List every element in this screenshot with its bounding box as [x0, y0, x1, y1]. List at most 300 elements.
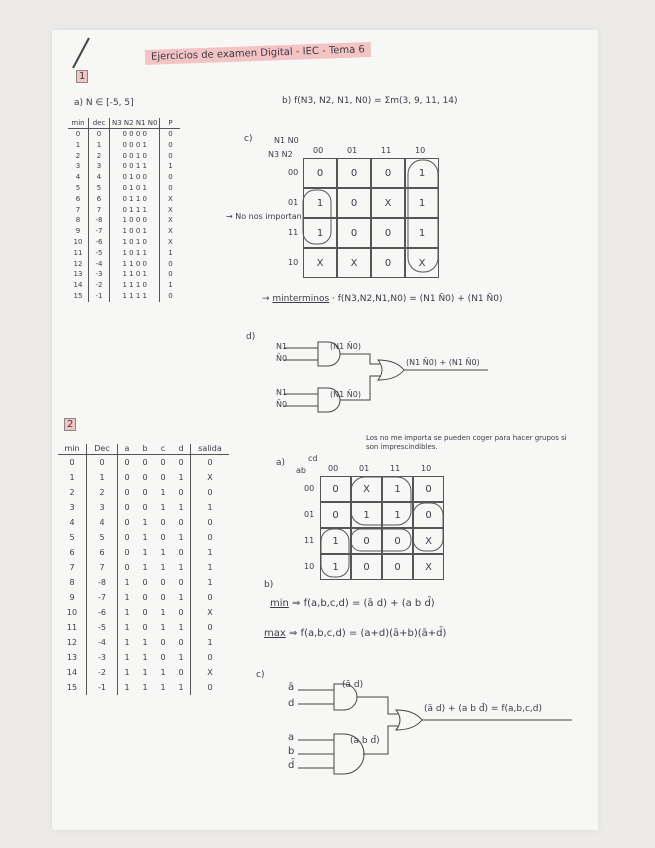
header-min: min [68, 118, 89, 129]
table-cell: 9 [58, 590, 87, 605]
table-cell: 0 [124, 503, 130, 512]
table-cell: -1 [87, 680, 118, 695]
table-cell: 0 [160, 638, 166, 647]
table-cell: 1 [178, 623, 184, 632]
table-cell: 14 [58, 665, 87, 680]
table-row [68, 248, 180, 259]
kmap-cell: 1 [303, 218, 337, 248]
table-cell: X [160, 237, 181, 248]
kmap2-col-11: 11 [390, 464, 401, 473]
table-cell: 1 [89, 140, 110, 151]
table-cell: 12 [68, 259, 89, 270]
kmap2-group-4 [413, 503, 443, 551]
kmap2-col-01: 01 [359, 464, 370, 473]
table-cell: 1 [160, 608, 166, 617]
header-p: P [160, 118, 181, 129]
header2-a: a [118, 444, 137, 455]
kmap-cell: X [371, 188, 405, 218]
table-cell: 0 0 1 1 [122, 162, 147, 171]
table-cell: 2 [87, 485, 118, 500]
table-cell: 3 [89, 161, 110, 172]
table-cell: 1 [160, 668, 166, 677]
truth-table-1 [68, 118, 180, 302]
kmap2-row-var: ab [296, 466, 306, 475]
kmap1-row-11: 11 [288, 228, 299, 237]
table-cell: 0 [191, 590, 230, 605]
table-cell: 0 [191, 650, 230, 665]
table-cell: 1 [124, 668, 130, 677]
table-cell: 0 [160, 140, 181, 151]
kmap2-col-10: 10 [421, 464, 432, 473]
kmap-cell: 0 [371, 248, 405, 278]
table-cell: 14 [68, 280, 89, 291]
table-cell: 3 [68, 161, 89, 172]
table-cell: 1 [142, 653, 148, 662]
kmap2-row-10: 10 [304, 562, 315, 571]
header2-salida: salida [191, 444, 230, 455]
table-cell: 0 [124, 488, 130, 497]
table-cell: 1 [142, 563, 148, 572]
header-dec: dec [89, 118, 110, 129]
kmap2-col-00: 00 [328, 464, 339, 473]
or-gate-2 [396, 710, 422, 730]
table-cell: 0 [142, 488, 148, 497]
table-cell: 0 0 1 0 [122, 151, 147, 160]
kmap-cell: 1 [405, 158, 439, 188]
header2-dec: Dec [87, 444, 118, 455]
table-cell: 0 [142, 473, 148, 482]
table-cell: 1 [160, 548, 166, 557]
table-row [58, 665, 229, 680]
table-cell: 0 1 1 1 [122, 205, 147, 214]
table-row [68, 259, 180, 270]
table-cell: 15 [58, 680, 87, 695]
table-cell: 0 [191, 515, 230, 530]
table-cell: 1 [191, 635, 230, 650]
table-cell: 7 [89, 205, 110, 216]
problem-2-c-label: c) [256, 670, 265, 680]
table-cell: 13 [68, 269, 89, 280]
table-cell: -4 [89, 259, 110, 270]
kmap1-col-01: 01 [347, 146, 358, 155]
max-expr: ⇒ f(a,b,c,d) = (a+d)(ā+b)(ā+d̄) [288, 628, 447, 639]
kmap-cell: 0 [303, 158, 337, 188]
minterms-label: minterminos [272, 294, 330, 304]
table-cell: -6 [89, 237, 110, 248]
table-row [68, 215, 180, 226]
kmap-cell: 1 [382, 476, 413, 502]
kmap1-row-00: 00 [288, 168, 299, 177]
table-cell: 1 [178, 503, 184, 512]
table-cell: 1 [124, 593, 130, 602]
table-cell: 1 [160, 280, 181, 291]
table-row [58, 560, 229, 575]
table-cell: 1 [124, 683, 130, 692]
table-cell: 0 [178, 458, 184, 467]
table-cell: 0 [178, 668, 184, 677]
table-cell: 5 [89, 183, 110, 194]
table-cell: 1 [178, 653, 184, 662]
table-cell: 1 1 1 0 [122, 281, 147, 290]
table-cell: 1 [124, 578, 130, 587]
kmap-cell: 0 [337, 188, 371, 218]
kmap-cell: 0 [337, 218, 371, 248]
table-cell: 0 [87, 455, 118, 471]
table-cell: 1 0 1 0 [122, 237, 147, 246]
circuit2-in-1: ā [288, 682, 295, 693]
or-gate-1 [378, 360, 404, 380]
table-cell: 0 [160, 269, 181, 280]
kmap-cell: 0 [351, 528, 382, 554]
kmap-cell: 0 [320, 502, 351, 528]
table-row [58, 605, 229, 620]
circuit2-in-3: a [288, 732, 295, 743]
table-cell: 0 [178, 638, 184, 647]
dont-care-note-2: Los no me importa se pueden coger para hacer grupos si son imprescindibles. [366, 434, 567, 451]
kmap-cell: 1 [303, 188, 337, 218]
table-cell: 0 [160, 593, 166, 602]
problem-1-c-label: c) [244, 134, 253, 144]
table-cell: 4 [87, 515, 118, 530]
kmap1-col-var: N1 N0 [274, 136, 299, 145]
kmap-cell: 0 [382, 554, 413, 580]
table-cell: 0 [178, 578, 184, 587]
table-cell: 0 [124, 473, 130, 482]
problem-2-a-label: a) [276, 458, 286, 468]
min-line [270, 598, 435, 609]
circuit2-in-2: d [288, 698, 295, 709]
table-cell: 0 [191, 455, 230, 471]
table-cell: 7 [68, 205, 89, 216]
table-cell: 0 [160, 172, 181, 183]
minterms-expr: f(N3,N2,N1,N0) = (N1 N̄0) + (N1 N̄0) [337, 294, 503, 304]
table-cell: 8 [58, 575, 87, 590]
kmap1-col-10: 10 [415, 146, 426, 155]
table-row [58, 485, 229, 500]
problem-1-a-label: a) N ∈ [-5, 5] [74, 98, 134, 108]
kmap-cell: X [413, 554, 444, 580]
table-cell: X [191, 605, 230, 620]
table-row [58, 455, 229, 471]
table-row [58, 515, 229, 530]
table-row [68, 291, 180, 302]
table-cell: 1 0 0 0 [122, 216, 147, 225]
kmap2-group-1 [351, 477, 411, 525]
circuit2-gate1-out: (ā d) [342, 680, 364, 690]
circuit1-gate2-out: (N1 N̄0) [330, 390, 361, 399]
truth-table-2 [58, 444, 229, 695]
table-cell: 4 [89, 172, 110, 183]
table-cell: X [160, 226, 181, 237]
page-title: Ejercicios de examen Digital - IEC - Tema 6 [145, 42, 371, 65]
table-cell: 1 [87, 470, 118, 485]
table-cell: 0 0 0 0 [122, 130, 147, 138]
kmap2-row-01: 01 [304, 510, 315, 519]
kmap1-col-00: 00 [313, 146, 324, 155]
problem-2-number: 2 [64, 418, 76, 431]
table-cell: 12 [58, 635, 87, 650]
table-cell: 0 [142, 623, 148, 632]
table-cell: 1 [160, 623, 166, 632]
table-cell: 1 [124, 638, 130, 647]
table-row [68, 151, 180, 162]
problem-1-d-label: d) [246, 332, 256, 342]
table-cell: 0 1 0 0 [122, 173, 147, 182]
table-cell: 1 [160, 503, 166, 512]
table-row [68, 269, 180, 280]
table-cell: 1 [124, 608, 130, 617]
table-cell: 0 0 0 1 [122, 140, 147, 149]
kmap2-group-3 [351, 529, 411, 551]
kmap-cell: X [303, 248, 337, 278]
circuit2-in-5: d̄ [288, 760, 295, 771]
kmap1-group-right [408, 160, 438, 272]
table-cell: 0 [68, 129, 89, 140]
table-cell: X [191, 470, 230, 485]
table-cell: 1 [124, 623, 130, 632]
dont-care-annotation: → No nos importan [226, 212, 302, 221]
table-cell: 0 [124, 548, 130, 557]
kmap1-groups [300, 156, 445, 284]
table-cell: 1 [124, 653, 130, 662]
table-cell: 1 [58, 470, 87, 485]
logic-circuit-1 [270, 336, 490, 422]
max-label: max [264, 628, 286, 639]
circuit2-gate2-out: (a b d̄) [350, 736, 380, 746]
table-cell: 0 [160, 578, 166, 587]
table-cell: -8 [87, 575, 118, 590]
table-cell: 0 [160, 183, 181, 194]
table-cell: 7 [87, 560, 118, 575]
table-cell: 1 1 0 1 [122, 270, 147, 279]
header2-b: b [136, 444, 154, 455]
kmap-cell: 1 [382, 502, 413, 528]
table-cell: -7 [89, 226, 110, 237]
table-cell: 0 [160, 533, 166, 542]
circuit1-in-2: N̄0 [276, 354, 288, 363]
table-cell: -8 [89, 215, 110, 226]
table-row [68, 161, 180, 172]
table-cell: -1 [89, 291, 110, 302]
table-row [58, 635, 229, 650]
kmap-cell: X [405, 248, 439, 278]
table-cell: 1 [160, 563, 166, 572]
table-cell: 1 1 0 0 [122, 259, 147, 268]
table-cell: 0 [160, 291, 181, 302]
min-label: min [270, 598, 289, 609]
table-cell: 2 [89, 151, 110, 162]
table-cell: 4 [58, 515, 87, 530]
table-row [58, 680, 229, 695]
kmap1-group-left [303, 190, 331, 244]
table-cell: 0 [160, 518, 166, 527]
table-cell: 0 [58, 455, 87, 471]
table-cell: 8 [68, 215, 89, 226]
table-row [68, 205, 180, 216]
table-cell: 0 [160, 653, 166, 662]
kmap-cell: X [351, 476, 382, 502]
table-row [58, 650, 229, 665]
problem-2-b-label: b) [264, 580, 274, 590]
table-cell: 11 [58, 620, 87, 635]
table-cell: 2 [68, 151, 89, 162]
table-cell: X [160, 205, 181, 216]
circuit2-or-out: (ā d) + (a b d̄) = f(a,b,c,d) [424, 704, 542, 714]
table-row [58, 545, 229, 560]
table-cell: 1 [160, 488, 166, 497]
kmap2-row-00: 00 [304, 484, 315, 493]
circuit1-in-1: N1 [276, 342, 288, 351]
kmap-cell: 0 [371, 158, 405, 188]
table-cell: -3 [87, 650, 118, 665]
table-cell: 5 [58, 530, 87, 545]
kmap-cell: 1 [320, 554, 351, 580]
table-cell: 3 [87, 500, 118, 515]
table-cell: 0 [124, 458, 130, 467]
table-cell: 1 [142, 518, 148, 527]
table-cell: 0 [142, 593, 148, 602]
kmap1-row-01: 01 [288, 198, 299, 207]
table-cell: X [191, 665, 230, 680]
kmap-cell: 0 [371, 218, 405, 248]
table-cell: -3 [89, 269, 110, 280]
table-cell: 0 [142, 503, 148, 512]
min-expr: ⇒ f(a,b,c,d) = (ā d) + (a b d̄) [292, 598, 435, 609]
table-cell: 1 1 1 1 [122, 291, 147, 300]
table-cell: 1 [178, 473, 184, 482]
problem-1-b-label: b) f(N3, N2, N1, N0) = Σm(3, 9, 11, 14) [282, 96, 458, 106]
table-cell: 5 [68, 183, 89, 194]
table-cell: X [160, 215, 181, 226]
kmap-cell: X [337, 248, 371, 278]
kmap1-row-var: N3 N2 [268, 150, 293, 159]
table-row [58, 530, 229, 545]
table-cell: 0 [178, 518, 184, 527]
table-cell: 0 1 1 0 [122, 194, 147, 203]
table-cell: 0 [142, 608, 148, 617]
table-cell: 13 [58, 650, 87, 665]
table-cell: 0 [142, 578, 148, 587]
kmap-cell: 0 [382, 528, 413, 554]
kmap2-col-var: cd [308, 454, 318, 463]
table-cell: 1 [191, 560, 230, 575]
kmap1-row-10: 10 [288, 258, 299, 267]
circuit1-in-3: N1 [276, 388, 288, 397]
kmap-cell: 1 [351, 502, 382, 528]
minterms-line: → minterminos · f(N3,N2,N1,N0) = (N1 N̄0) + (N1 N̄0) [262, 294, 503, 304]
kmap-cell: 1 [405, 188, 439, 218]
table-row [68, 172, 180, 183]
kmap-cell: 0 [413, 502, 444, 528]
kmap1-col-11: 11 [381, 146, 392, 155]
table-row [68, 129, 180, 140]
kmap-cell: 1 [405, 218, 439, 248]
table-cell: 0 [178, 488, 184, 497]
table-row [58, 575, 229, 590]
table-cell: 1 0 1 1 [122, 248, 147, 257]
circuit1-gate1-out: (N1 N̄0) [330, 342, 361, 351]
table-cell: 0 [191, 530, 230, 545]
table-cell: 0 [124, 518, 130, 527]
dont-care-note: No nos importan [235, 212, 302, 221]
table-cell: 1 [142, 548, 148, 557]
table-cell: 1 [160, 683, 166, 692]
table-cell: 1 [68, 140, 89, 151]
circuit2-in-4: b [288, 746, 295, 757]
table-cell: 0 [160, 151, 181, 162]
table-cell: 6 [68, 194, 89, 205]
table-cell: 0 [124, 563, 130, 572]
table-cell: 0 [160, 458, 166, 467]
kmap-cell: 0 [351, 554, 382, 580]
table-cell: 6 [87, 545, 118, 560]
table-row [68, 237, 180, 248]
table-cell: 1 [142, 668, 148, 677]
max-line [264, 628, 446, 639]
table-cell: 0 [89, 129, 110, 140]
table-cell: 0 [191, 680, 230, 695]
table-row [68, 194, 180, 205]
table-row [58, 620, 229, 635]
table-cell: -5 [87, 620, 118, 635]
table-cell: 1 [191, 575, 230, 590]
table-cell: 1 [178, 563, 184, 572]
table-cell: X [160, 194, 181, 205]
table-cell: -7 [87, 590, 118, 605]
table-cell: 7 [58, 560, 87, 575]
table-cell: 0 1 0 1 [122, 183, 147, 192]
table-cell: 1 [142, 533, 148, 542]
table-cell: 6 [58, 545, 87, 560]
table-row [68, 280, 180, 291]
table-cell: 3 [58, 500, 87, 515]
problem-1-number: 1 [76, 70, 88, 83]
circuit1-in-4: N̄0 [276, 400, 288, 409]
table-cell: 0 [160, 473, 166, 482]
table-cell: 15 [68, 291, 89, 302]
table-row [58, 500, 229, 515]
table-cell: 9 [68, 226, 89, 237]
table-cell: 1 [160, 248, 181, 259]
table-cell: -2 [89, 280, 110, 291]
kmap-cell: 0 [413, 476, 444, 502]
table-row [68, 140, 180, 151]
table-cell: 1 [142, 638, 148, 647]
table-cell: 1 [178, 593, 184, 602]
table-cell: 1 [191, 500, 230, 515]
table-cell: -6 [87, 605, 118, 620]
circuit1-or-out: (N1 N̄0) + (N1 N̄0) [406, 358, 480, 367]
table-cell: 0 [191, 485, 230, 500]
table-cell: 10 [58, 605, 87, 620]
table-cell: 1 [178, 533, 184, 542]
kmap-cell: 0 [337, 158, 371, 188]
table-cell: 2 [58, 485, 87, 500]
table-cell: 1 [191, 545, 230, 560]
table-cell: 0 [160, 259, 181, 270]
table-cell: 1 [142, 683, 148, 692]
header2-d: d [172, 444, 191, 455]
header-bits: N3 N2 N1 N0 [110, 118, 160, 129]
table-cell: 1 [160, 161, 181, 172]
table-cell: 10 [68, 237, 89, 248]
table-cell: 1 [178, 683, 184, 692]
table-cell: 11 [68, 248, 89, 259]
header2-min: min [58, 444, 87, 455]
table-cell: 0 [142, 458, 148, 467]
kmap2-row-11: 11 [304, 536, 315, 545]
table-row [58, 590, 229, 605]
